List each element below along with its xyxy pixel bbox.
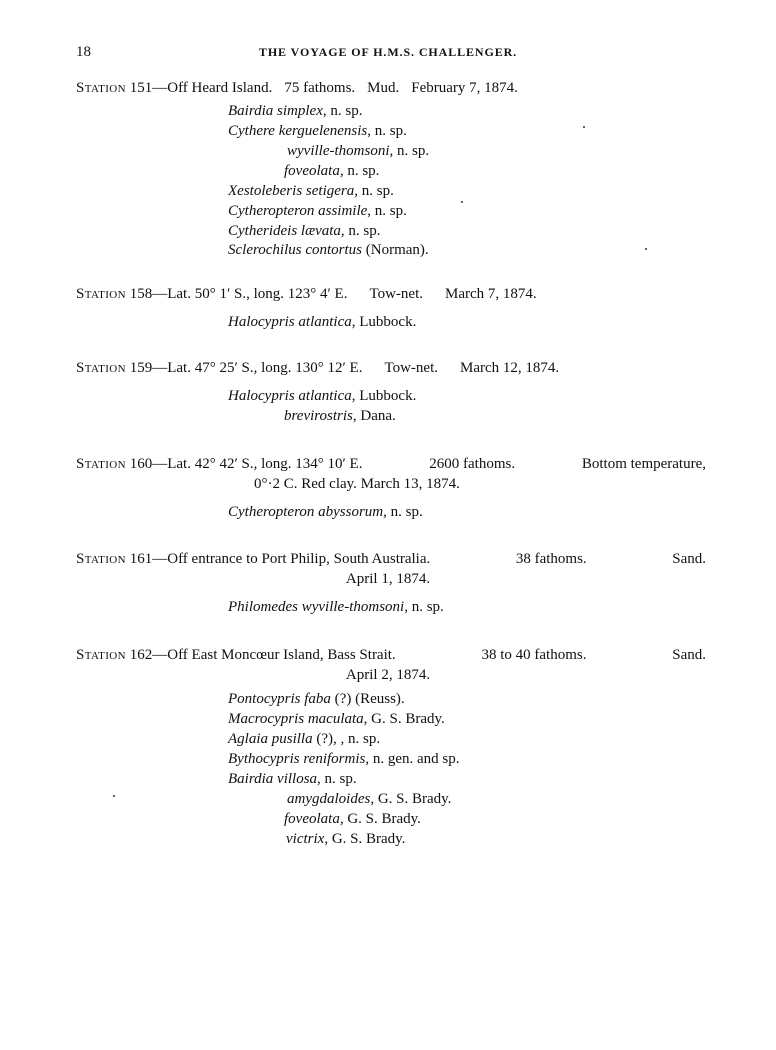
species-entry: Bythocypris reniformis, n. gen. and sp. [228,751,460,767]
station-label: Station [76,286,126,302]
station-depth: 38 fathoms. [515,551,587,567]
station-number: 158 [129,286,153,302]
species-entry: Sclerochilus contortus (Norman). [228,242,429,258]
station-heading [76,80,518,97]
station-continuation: April 2, 1874. [345,667,431,683]
page-number: 18 [76,44,91,60]
print-speck [645,248,647,250]
station-locality: —Off Heard Island. [152,80,273,96]
running-title: THE VOYAGE OF H.M.S. CHALLENGER. [258,45,518,59]
station-position: —Lat. 47° 25′ S., long. 130° 12′ E. [152,360,363,376]
station-number: 162 [129,647,153,663]
print-speck [113,795,115,797]
station-bottom: Mud. [367,80,400,96]
species-entry: foveolata, G. S. Brady. [284,811,421,827]
station-heading [76,551,706,568]
species-entry: Cytherideis lævata, n. sp. [228,223,381,239]
station-temperature: Bottom temperature, [581,456,706,472]
station-number: 161 [129,551,153,567]
station-position: —Lat. 50° 1′ S., long. 123° 4′ E. [152,286,348,302]
station-date: March 12, 1874. [460,360,560,376]
station-continuation: 0°·2 C. Red clay. March 13, 1874. [254,476,460,492]
species-entry: Xestoleberis setigera, n. sp. [228,183,394,199]
station-gear: Tow-net. [369,286,423,302]
species-entry: Macrocypris maculata, G. S. Brady. [228,711,445,727]
species-entry: foveolata, n. sp. [284,163,380,179]
station-heading [76,647,706,664]
species-entry: Aglaia pusilla (?), , n. sp. [228,731,381,747]
species-entry: Halocypris atlantica, Lubbock. [228,314,417,330]
station-label: Station [76,360,126,376]
station-label: Station [76,80,126,96]
species-entry: Cythere kerguelenensis, n. sp. [228,123,407,139]
species-entry: Halocypris atlantica, Lubbock. [228,388,417,404]
station-position: —Lat. 42° 42′ S., long. 134° 10′ E. [152,456,363,472]
species-entry: wyville-thomsoni, n. sp. [287,143,430,159]
print-speck [583,126,585,128]
species-entry: amygdaloides, G. S. Brady. [287,791,452,807]
species-entry: Cytheropteron abyssorum, n. sp. [228,504,423,520]
species-entry: brevirostris, Dana. [284,408,396,424]
station-bottom: Sand. [672,647,706,663]
station-gear: Tow-net. [384,360,438,376]
species-entry: Pontocypris faba (?) (Reuss). [228,691,405,707]
print-speck [461,201,463,203]
species-entry: Philomedes wyville-thomsoni, n. sp. [228,599,444,615]
station-bottom: Sand. [672,551,706,567]
station-depth: 2600 fathoms. [429,456,516,472]
station-date: February 7, 1874. [411,80,518,96]
station-heading [76,360,559,377]
station-heading [76,456,706,473]
station-depth: 38 to 40 fathoms. [481,647,587,663]
page-header [0,44,776,66]
station-locality: —Off entrance to Port Philip, South Australia. [152,551,431,567]
station-number: 160 [129,456,153,472]
station-date: March 7, 1874. [445,286,537,302]
station-label: Station [76,456,126,472]
station-number: 151 [129,80,153,96]
species-entry: Cytheropteron assimile, n. sp. [228,203,407,219]
species-entry: Bairdia simplex, n. sp. [228,103,363,119]
station-continuation: April 1, 1874. [345,571,431,587]
station-label: Station [76,647,126,663]
station-heading [76,286,537,303]
station-depth: 75 fathoms. [284,80,356,96]
station-locality: —Off East Moncœur Island, Bass Strait. [152,647,396,663]
station-number: 159 [129,360,153,376]
species-entry: Bairdia villosa, n. sp. [228,771,357,787]
station-label: Station [76,551,126,567]
species-entry: victrix, G. S. Brady. [286,831,406,847]
